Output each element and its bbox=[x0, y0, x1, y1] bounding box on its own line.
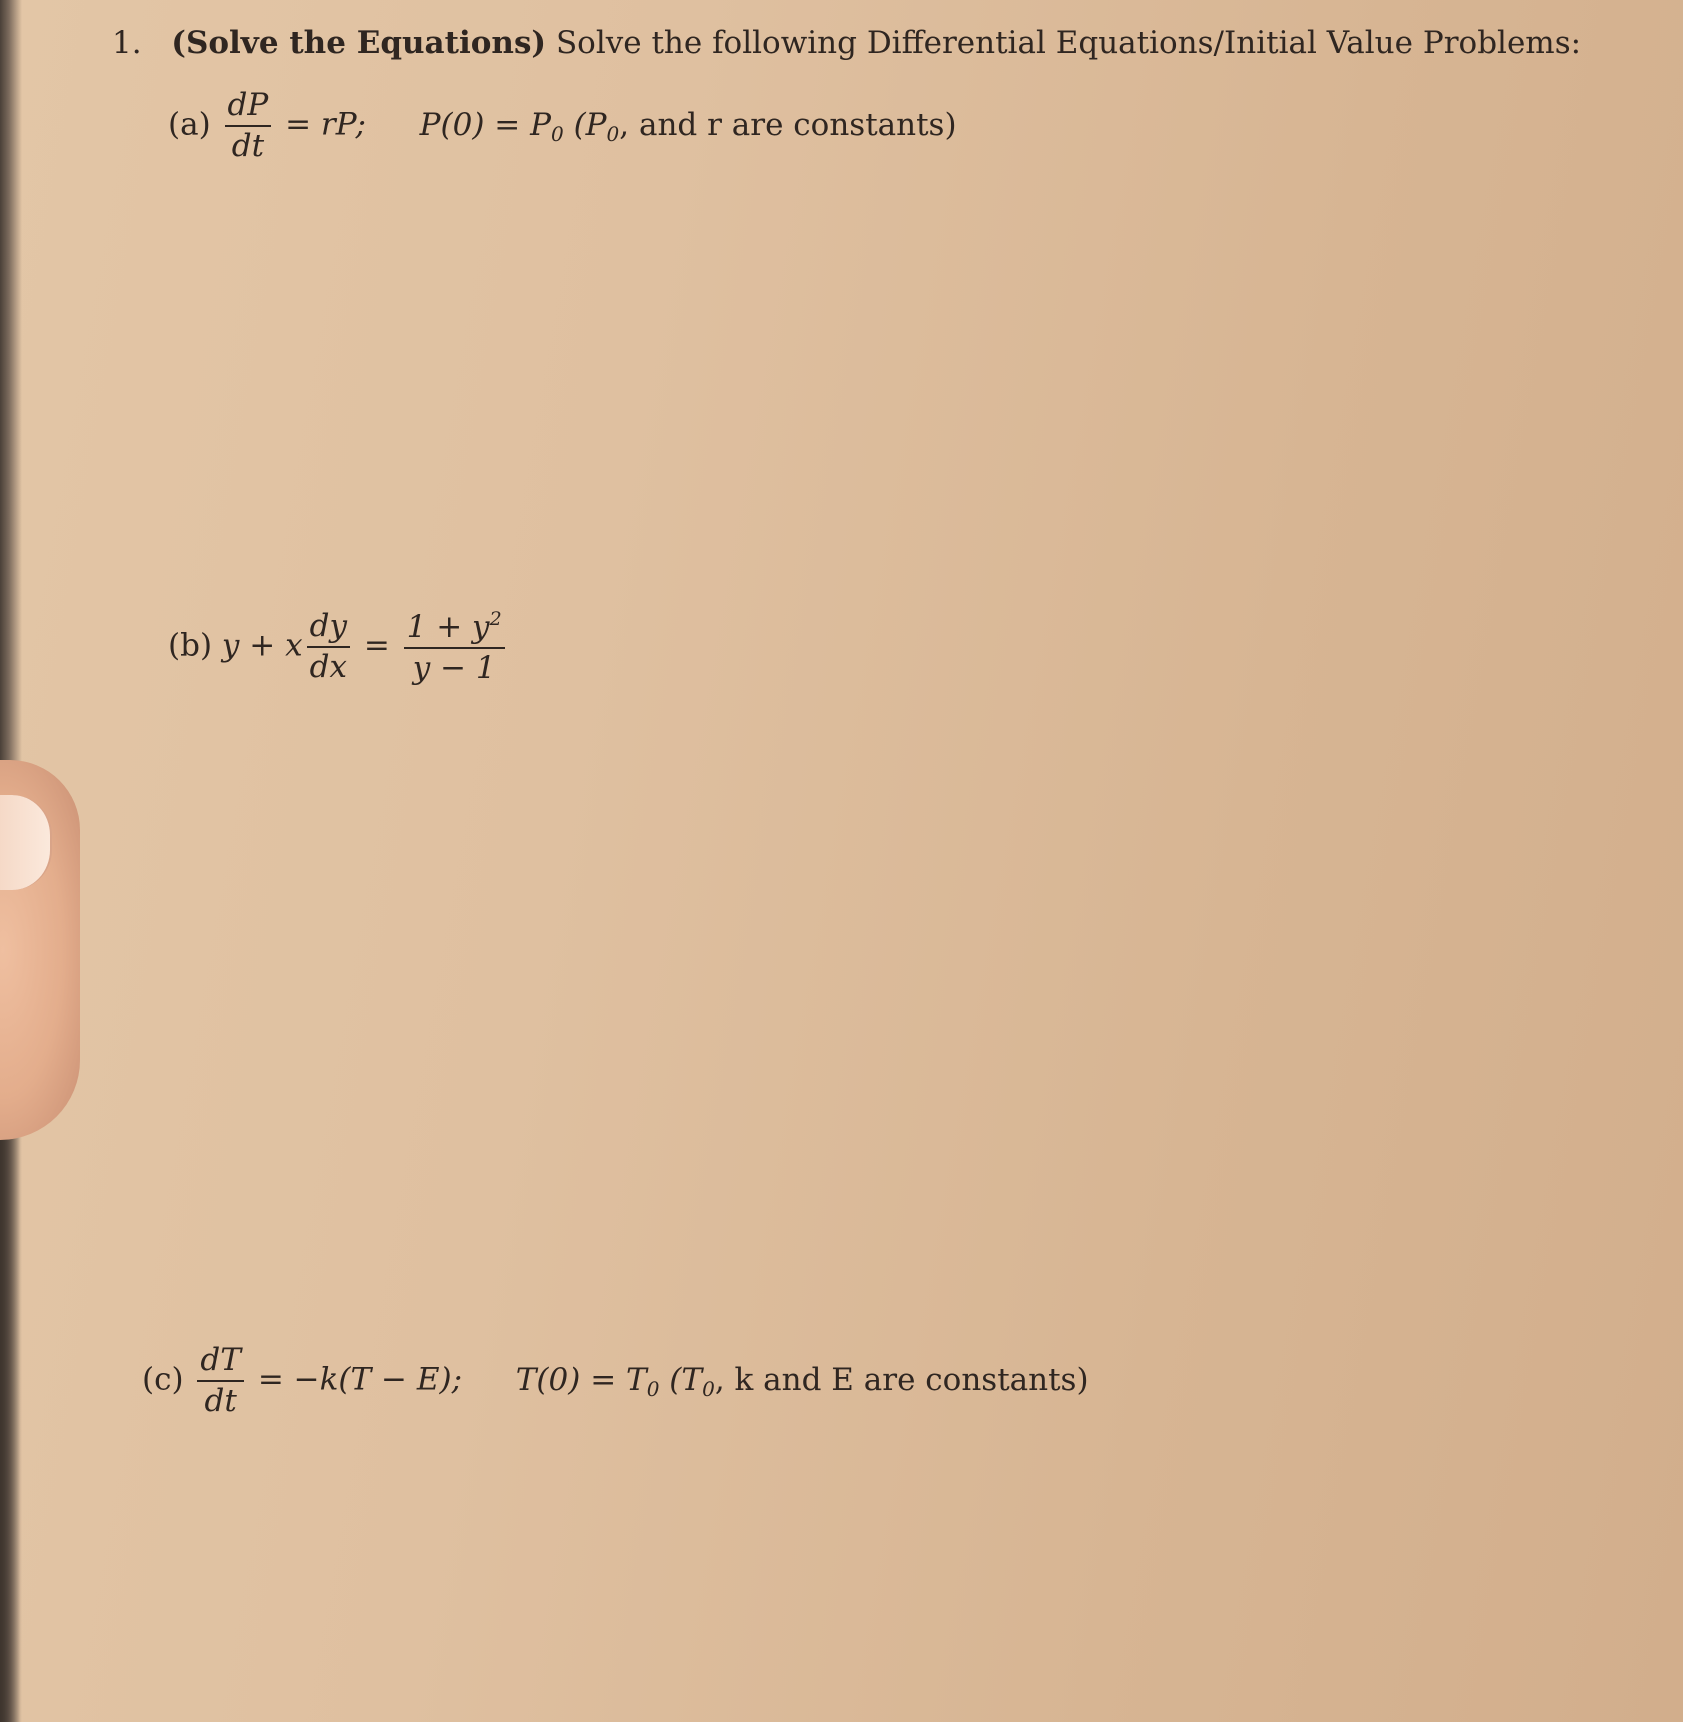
part-a-numerator: dP bbox=[225, 90, 272, 127]
part-c-denominator: dt bbox=[204, 1383, 237, 1419]
part-a-label: (a) bbox=[168, 106, 211, 143]
part-c-rhs: = −k(T − E); bbox=[257, 1361, 463, 1398]
part-a bbox=[168, 87, 957, 164]
part-c-derivative bbox=[197, 1342, 244, 1419]
part-a-initial-condition: $P(0) = P_0$ bbox=[419, 106, 564, 146]
part-b-rhs-fraction bbox=[404, 610, 505, 684]
part-b-equals: = bbox=[363, 627, 390, 664]
part-b-label: (b) bbox=[168, 627, 213, 664]
problem-number: 1. bbox=[112, 25, 142, 61]
part-c bbox=[142, 1342, 1089, 1419]
part-c-note: ($T_0$, k and E are constants) bbox=[669, 1361, 1089, 1401]
background-shadow bbox=[0, 1130, 20, 1722]
part-b-rhs-denominator: y − 1 bbox=[412, 650, 496, 686]
part-c-numerator: dT bbox=[197, 1345, 244, 1382]
part-c-label: (c) bbox=[142, 1361, 184, 1398]
problem-instruction: Solve the following Differential Equations/Initial Value Problems: bbox=[555, 25, 1582, 61]
part-b bbox=[168, 610, 509, 684]
part-b-lhs: y + x bbox=[221, 627, 303, 664]
part-b-numerator: dy bbox=[307, 611, 350, 648]
part-b-derivative bbox=[307, 608, 350, 685]
part-b-rhs-numerator: $1 + y^2$ bbox=[404, 610, 505, 649]
part-a-note: ($P_0$, and r are constants) bbox=[573, 106, 957, 146]
problem-heading bbox=[112, 25, 1582, 61]
part-a-rhs: = rP; bbox=[285, 106, 366, 143]
part-a-derivative bbox=[225, 87, 272, 164]
part-b-denominator: dx bbox=[309, 649, 347, 685]
part-c-initial-condition: $T(0) = T_0$ bbox=[515, 1361, 660, 1401]
part-a-denominator: dt bbox=[231, 128, 265, 164]
problem-title: (Solve the Equations) bbox=[171, 25, 547, 61]
